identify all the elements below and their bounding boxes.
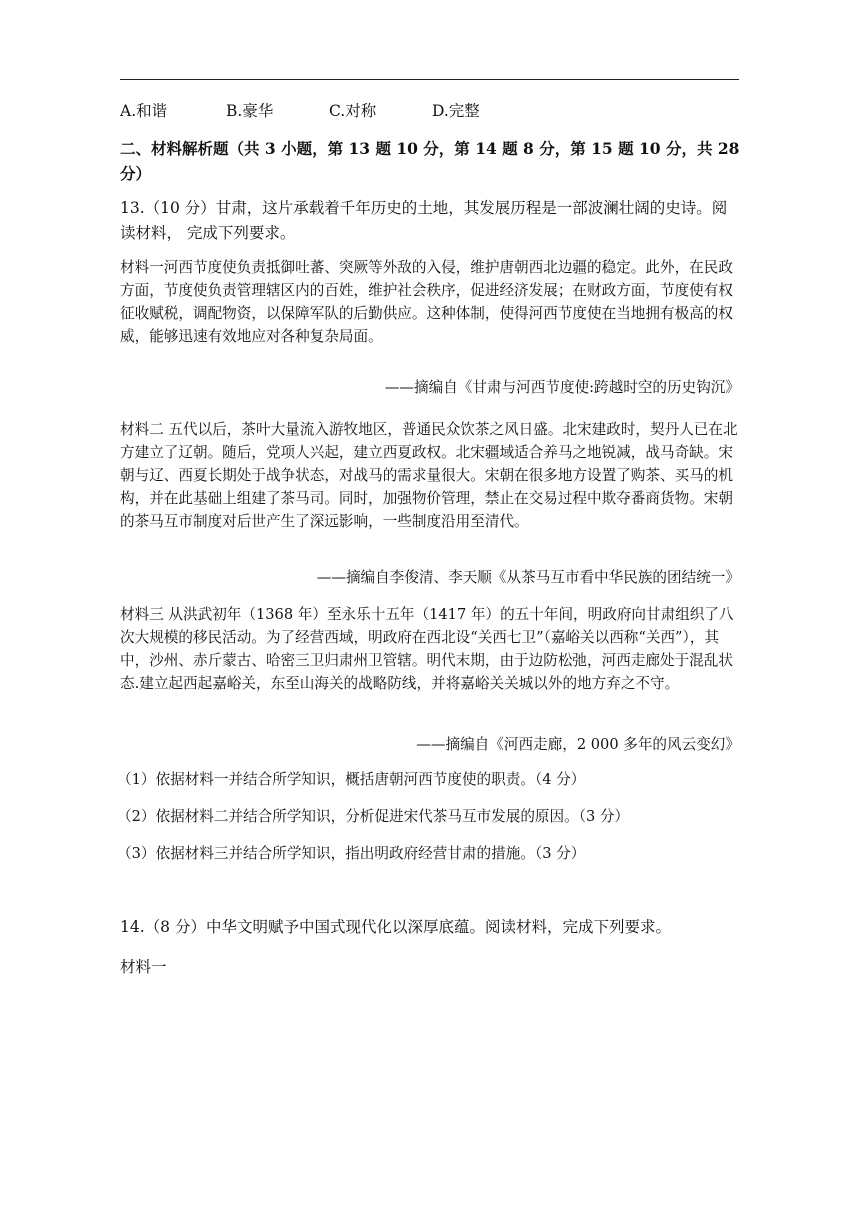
q14-stem: 14.（8 分）中华文明赋予中国式现代化以深厚底蕴。阅读材料，完成下列要求。 xyxy=(120,918,671,936)
q13-source-1: ——摘编自《甘肃与河西节度使:跨越时空的历史钩沉》 xyxy=(384,379,740,396)
q13-material-1: 材料一河西节度使负责抵御吐蕃、突厥等外敌的入侵，维护唐朝西北边疆的稳定。此外，在民政方面，节度使负责管理辖区内的百姓，维护社会秩序，促进经济发展；在财政方面，节度使有权征收赋税，调配物资，以保障军队的后勤供应。这种体制，使得河西节度使在当地拥有极高的权威，能够迅速有效地应对各种复杂局面。 xyxy=(120,259,733,345)
option-c: C.对称 xyxy=(329,102,377,120)
q13-sub-2: （2）依据材料二并结合所学知识，分析促进宋代茶马互市发展的原因。（3 分） xyxy=(117,808,630,825)
option-a: A.和谐 xyxy=(120,102,168,120)
section-title: 二、材料解析题（共 3 小题，第 13 题 10 分，第 14 题 8 分，第 15 题 10 分，共 28 分） xyxy=(120,139,740,183)
q13-sub-3: （3）依据材料三并结合所学知识，指出明政府经营甘肃的措施。（3 分） xyxy=(117,845,586,862)
option-d: D.完整 xyxy=(432,102,480,120)
q13-stem: 13.（10 分）甘肃，这片承载着千年历史的土地，其发展历程是一部波澜壮阔的史诗。阅读材料， 完成下列要求。 xyxy=(120,199,728,242)
option-b: B.豪华 xyxy=(226,102,274,120)
q13-source-2: ——摘编自李俊清、李天顺《从茶马互市看中华民族的团结统一》 xyxy=(316,569,740,586)
q13-material-3: 材料三 从洪武初年（1368 年）至永乐十五年（1417 年）的五十年间，明政府向甘肃组织了八次大规模的移民活动。为了经营西域，明政府在西北设“关西七卫”（嘉峪关以西称“关西”），其中，沙州、赤斤蒙古、哈密三卫归肃州卫管辖。明代末期，由于边防松弛，河西走廊处于混乱状态.建立起西起嘉峪关，东至山海关的战略防线，并将嘉峪关关城以外的地方弃之不守。 xyxy=(120,606,734,692)
header-rule xyxy=(120,79,739,80)
q13-material-2: 材料二 五代以后，茶叶大量流入游牧地区，普通民众饮茶之风日盛。北宋建政时，契丹人已在北方建立了辽朝。随后，党项人兴起，建立西夏政权。北宋疆域适合养马之地锐减，战马奇缺。宋朝与辽、西夏长期处于战争状态，对战马的需求量很大。宋朝在很多地方设置了购茶、买马的机构，并在此基础上组建了茶马司。同时，加强物价管理，禁止在交易过程中欺夺番商货物。宋朝的茶马互市制度对后世产生了深远影响，一些制度沿用至清代。 xyxy=(120,421,738,530)
q13-sub-1: （1）依据材料一并结合所学知识，概括唐朝河西节度使的职责。（4 分） xyxy=(117,771,586,788)
q14-material-1-label: 材料一 xyxy=(120,958,167,976)
q13-source-3: ——摘编自《河西走廊，2 000 多年的风云变幻》 xyxy=(416,736,740,753)
